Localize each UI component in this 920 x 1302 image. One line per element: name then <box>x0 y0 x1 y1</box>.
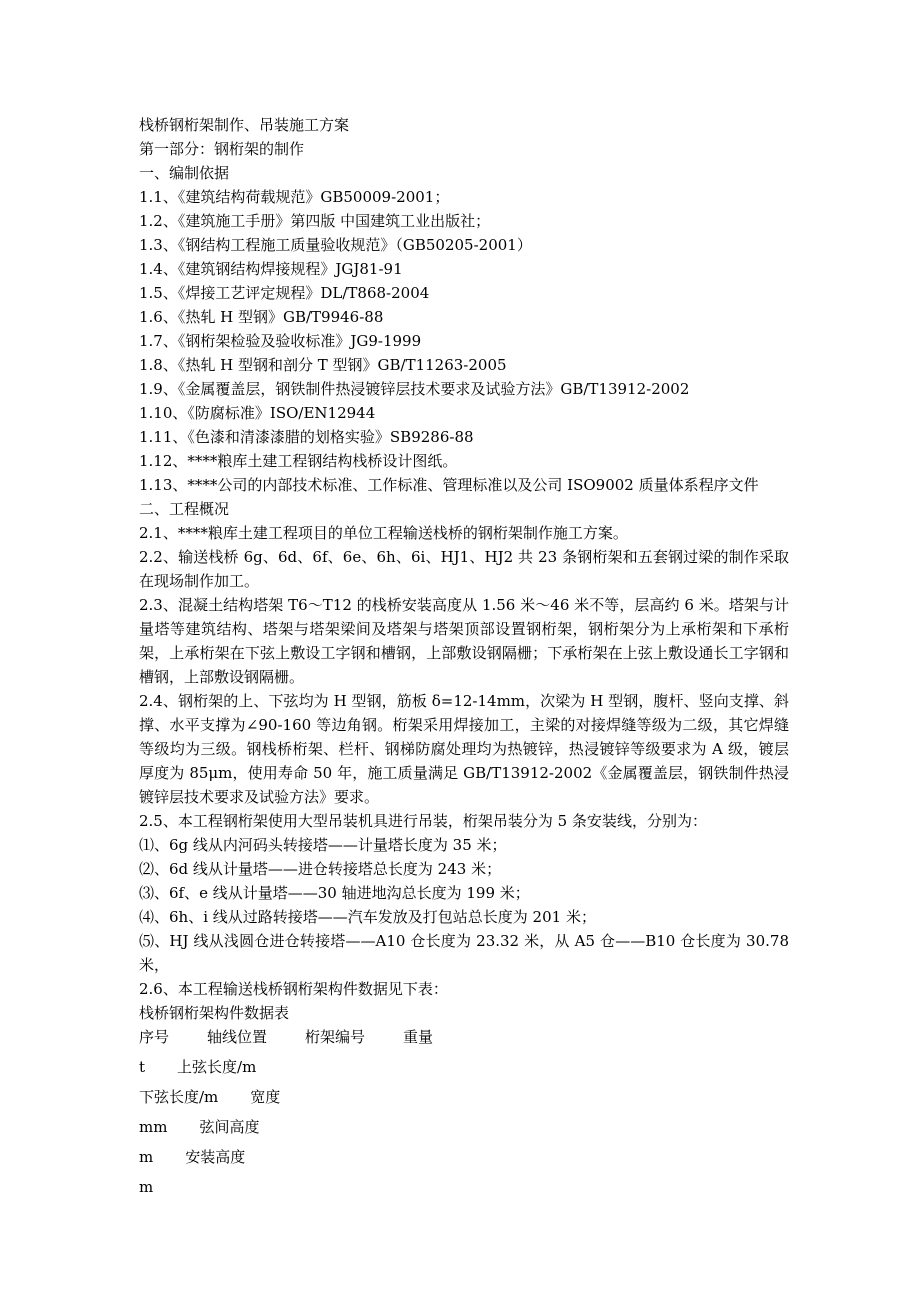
table-caption: 栈桥钢桁架构件数据表 <box>139 1004 290 1022</box>
installation-line-item: ⑵、6d 线从计量塔——进仓转接塔总长度为 243 米； <box>139 860 502 878</box>
table-header-cell: m <box>139 1148 154 1166</box>
overview-paragraph-2-5: 2.5、本工程钢桁架使用大型吊装机具进行吊装，桁架吊装分为 5 条安装线，分别为： <box>139 812 707 830</box>
table-header-cell: 下弦长度/m <box>139 1088 219 1106</box>
reference-item: 1.2、《建筑施工手册》第四版 中国建筑工业出版社； <box>139 212 491 230</box>
table-header-cell: 重量 <box>403 1028 434 1046</box>
reference-item: 1.13、****公司的内部技术标准、工作标准、管理标准以及公司 ISO9002 质量体系程序文件 <box>139 476 759 494</box>
installation-line-item: ⑷、6h、i 线从过路转接塔——汽车发放及打包站总长度为 201 米； <box>139 908 596 926</box>
overview-paragraph-2-2: 2.2、输送栈桥 6g、6d、6f、6e、6h、6i、HJ1、HJ2 共 23 条钢桁架和五套钢过梁的制作采取在现场制作加工。 <box>139 548 789 590</box>
reference-item: 1.12、****粮库土建工程钢结构栈桥设计图纸。 <box>139 452 458 470</box>
table-header-cell: 宽度 <box>250 1088 281 1106</box>
reference-item: 1.7、《钢桁架检验及验收标准》JG9-1999 <box>139 332 422 350</box>
installation-line-item: ⑸、HJ 线从浅圆仓进仓转接塔——A10 仓长度为 23.32 米，从 A5 仓——B10 仓长度为 30.78 米， <box>139 932 789 974</box>
table-header-cell: 桁架编号 <box>305 1028 366 1046</box>
table-header-cell: 序号 <box>139 1028 170 1046</box>
reference-item: 1.8、《热轧 H 型钢和剖分 T 型钢》GB/T11263-2005 <box>139 356 507 374</box>
reference-item: 1.3、《钢结构工程施工质量验收规范》（GB50205-2001） <box>139 236 532 254</box>
part-heading: 第一部分：钢桁架的制作 <box>139 140 305 158</box>
overview-paragraph-2-4: 2.4、钢桁架的上、下弦均为 H 型钢，筋板 δ=12-14mm，次梁为 H 型钢，腹杆、竖向支撑、斜撑、水平支撑为∠90-160 等边角钢。桁架采用焊接加工，主梁的对接焊缝等级为二级，其它焊缝等级均为三级。钢栈桥桁架、栏杆、钢梯防腐处理均为热镀锌，热浸镀锌等级要求为 A 级，镀层厚度为 85μm，使用寿命 50 年，施工质量满足 GB/T13912-2002《金属覆盖层，钢铁制件热浸镀锌层技术要求及试验方法》要求。 <box>139 692 789 806</box>
table-header-row <box>139 1175 789 1199</box>
table-header-row <box>139 1085 789 1109</box>
reference-item: 1.5、《焊接工艺评定规程》DL/T868-2004 <box>139 284 430 302</box>
overview-paragraph-2-6: 2.6、本工程输送栈桥钢桁架构件数据见下表： <box>139 980 448 998</box>
table-header-cell: t <box>139 1058 146 1076</box>
table-header-cell: 弦间高度 <box>199 1118 260 1136</box>
installation-line-item: ⑴、6g 线从内河码头转接塔——计量塔长度为 35 米； <box>139 836 507 854</box>
overview-paragraph-2-3: 2.3、混凝土结构塔架 T6～T12 的栈桥安装高度从 1.56 米～46 米不等，层高约 6 米。塔架与计量塔等建筑结构、塔架与塔架梁间及塔架与塔架顶部设置钢桁架，钢桁架分为上承桁架和下承桁架，上承桁架在下弦上敷设工字钢和槽钢，上部敷设钢隔栅；下承桁架在上弦上敷设通长工字钢和槽钢，上部敷设钢隔栅。 <box>139 596 789 686</box>
table-header-row <box>139 1025 789 1049</box>
reference-item: 1.4、《建筑钢结构焊接规程》JGJ81-91 <box>139 260 403 278</box>
overview-paragraph-2-1: 2.1、****粮库土建工程项目的单位工程输送栈桥的钢桁架制作施工方案。 <box>139 524 628 542</box>
document-title: 栈桥钢桁架制作、吊装施工方案 <box>139 116 350 134</box>
installation-line-item: ⑶、6f、e 线从计量塔——30 轴进地沟总长度为 199 米； <box>139 884 530 902</box>
reference-item: 1.1、《建筑结构荷载规范》GB50009-2001； <box>139 188 450 206</box>
table-header-cell: 上弦长度/m <box>177 1058 257 1076</box>
document-body <box>139 113 789 1199</box>
reference-item: 1.11、《色漆和清漆漆腊的划格实验》SB9286-88 <box>139 428 474 446</box>
table-header-cell: mm <box>139 1118 168 1136</box>
table-header-row <box>139 1145 789 1169</box>
section-heading-overview: 二、工程概况 <box>139 500 230 518</box>
reference-item: 1.9、《金属覆盖层，钢铁制件热浸镀锌层技术要求及试验方法》GB/T13912-2002 <box>139 380 690 398</box>
reference-item: 1.10、《防腐标准》ISO/EN12944 <box>139 404 376 422</box>
reference-item: 1.6、《热轧 H 型钢》GB/T9946-88 <box>139 308 384 326</box>
table-header-cell: 轴线位置 <box>207 1028 268 1046</box>
table-header-row <box>139 1115 789 1139</box>
table-header-row <box>139 1055 789 1079</box>
table-header-cell: 安装高度 <box>185 1148 246 1166</box>
table-header-cell: m <box>139 1178 154 1196</box>
section-heading-basis: 一、编制依据 <box>139 164 230 182</box>
